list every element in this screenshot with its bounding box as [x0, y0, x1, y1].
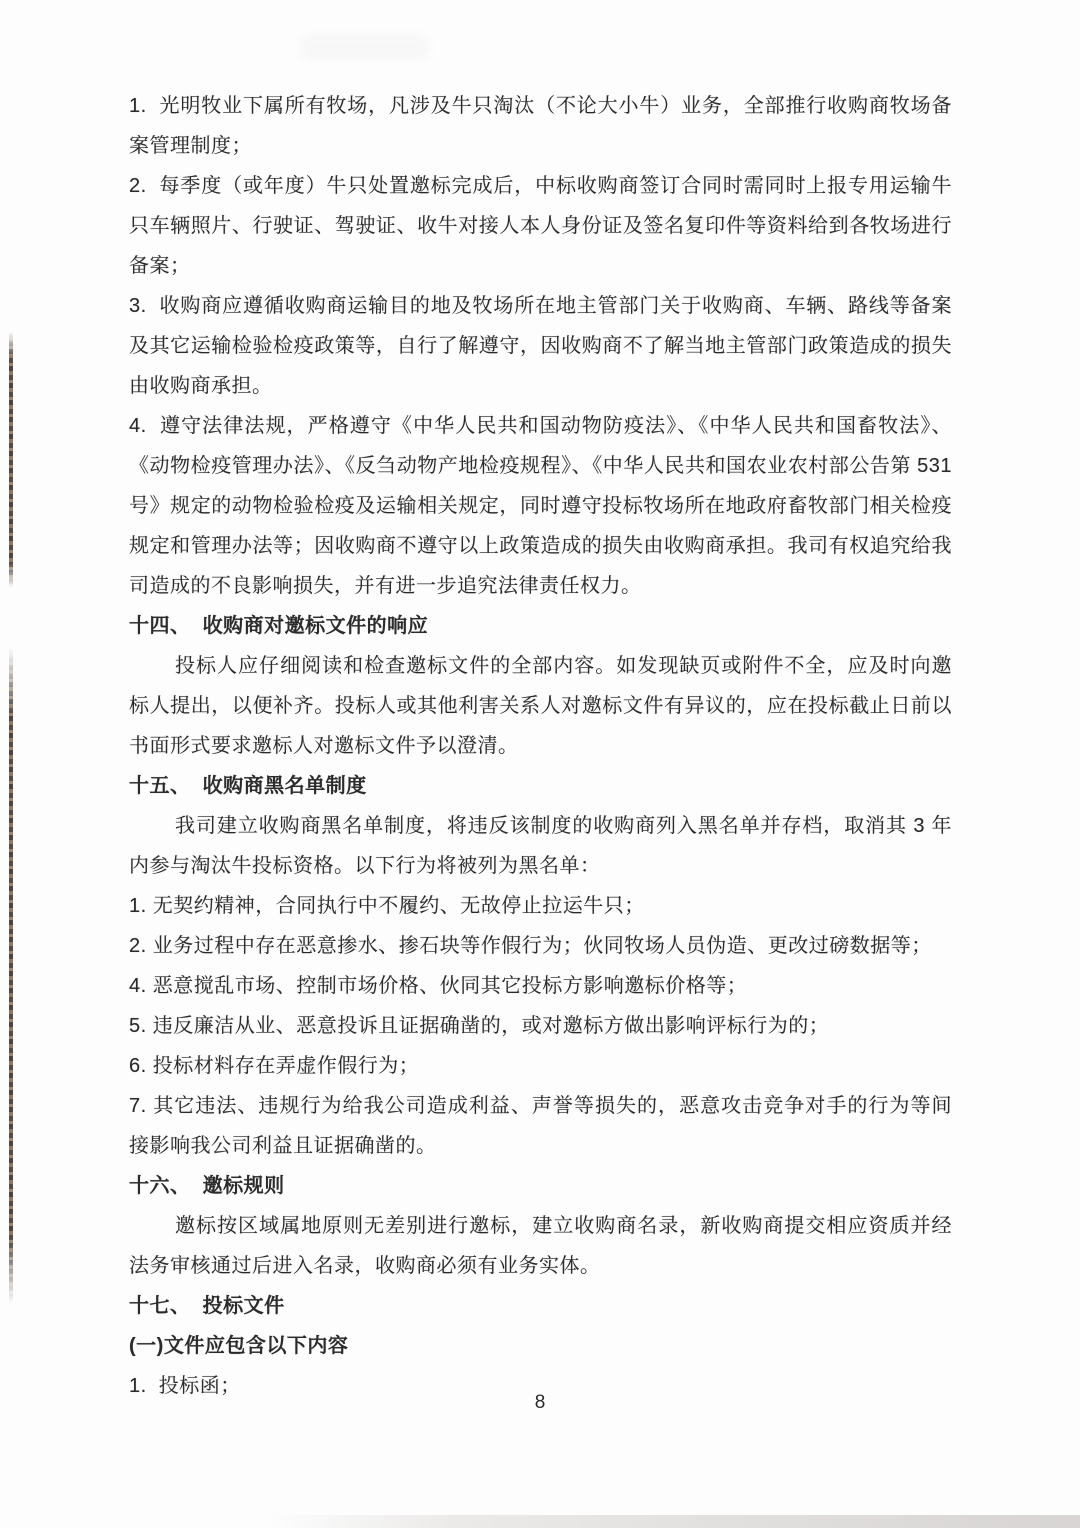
list-item: 6. 投标材料存在弄虚作假行为； — [129, 1055, 420, 1077]
scan-bottom-strip-artifact — [270, 1515, 1080, 1528]
list-item: 1. 投标函； — [129, 1375, 241, 1397]
section-heading: 十六、 邀标规则 — [129, 1175, 285, 1197]
page-number: 8 — [534, 1392, 546, 1413]
scan-edge-artifact-bottom — [9, 648, 13, 1304]
list-item: 2. 业务过程中存在恶意掺水、掺石块等作假行为；伙同牧场人员伪造、更改过磅数据等； — [129, 935, 932, 957]
list-item: 4. 恶意搅乱市场、控制市场价格、伙同其它投标方影响邀标价格等； — [129, 975, 748, 997]
section-heading: 十四、 收购商对邀标文件的响应 — [129, 615, 429, 637]
list-item: 7. 其它违法、违规行为给我公司造成利益、声誉等损失的，恶意攻击竞争对手的行为等间接影响我公司利益且证据确凿的。 — [129, 1095, 952, 1157]
paragraph: 邀标按区域属地原则无差别进行邀标，建立收购商名录，新收购商提交相应资质并经法务审核通过后进入名录，收购商必须有业务实体。 — [129, 1215, 952, 1277]
list-item: 1. 光明牧业下属所有牧场，凡涉及牛只淘汰（不论大小牛）业务，全部推行收购商牧场备案管理制度； — [129, 95, 952, 157]
section-heading: 十五、 收购商黑名单制度 — [129, 775, 367, 797]
document-content — [129, 86, 952, 1406]
list-item: 2. 每季度（或年度）牛只处置邀标完成后，中标收购商签订合同时需同时上报专用运输牛只车辆照片、行驶证、驾驶证、收牛对接人本人身份证及签名复印件等资料给到各牧场进行备案； — [129, 175, 952, 277]
list-item: 5. 违反廉洁从业、恶意投诉且证据确凿的，或对邀标方做出影响评标行为的； — [129, 1015, 830, 1037]
scan-edge-artifact-top — [9, 332, 13, 588]
list-item: 3. 收购商应遵循收购商运输目的地及牧场所在地主管部门关于收购商、车辆、路线等备案及其它运输检验检疫政策等，自行了解遵守，因收购商不了解当地主管部门政策造成的损失由收购商承担。 — [129, 295, 952, 397]
paragraph: 投标人应仔细阅读和检查邀标文件的全部内容。如发现缺页或附件不全，应及时向邀标人提出，以便补齐。投标人或其他利害关系人对邀标文件有异议的，应在投标截止日前以书面形式要求邀标人对邀标文件予以澄清。 — [129, 655, 952, 757]
list-item: 4. 遵守法律法规，严格遵守《中华人民共和国动物防疫法》、《中华人民共和国畜牧法》、《动物检疫管理办法》、《反刍动物产地检疫规程》、《中华人民共和国农业农村部公告第 531 号》规定的动物检验检疫及运输相关规定，同时遵守投标牧场所在地政府畜牧部门相关检疫规定和管理办法等；因收购商不遵守以上政策造成的损失由收购商承担。我司有权追究给我司造成的不良影响损失，并有进一步追究法律责任权力。 — [129, 415, 952, 597]
paragraph: 我司建立收购商黑名单制度，将违反该制度的收购商列入黑名单并存档，取消其 3 年内参与淘汰牛投标资格。以下行为将被列为黑名单： — [129, 815, 952, 877]
list-item: 1. 无契约精神，合同执行中不履约、无故停止拉运牛只； — [129, 895, 645, 917]
section-heading: 十七、 投标文件 — [129, 1295, 285, 1317]
sub-heading: (一)文件应包含以下内容 — [129, 1335, 349, 1357]
scan-smudge-artifact — [300, 34, 430, 60]
